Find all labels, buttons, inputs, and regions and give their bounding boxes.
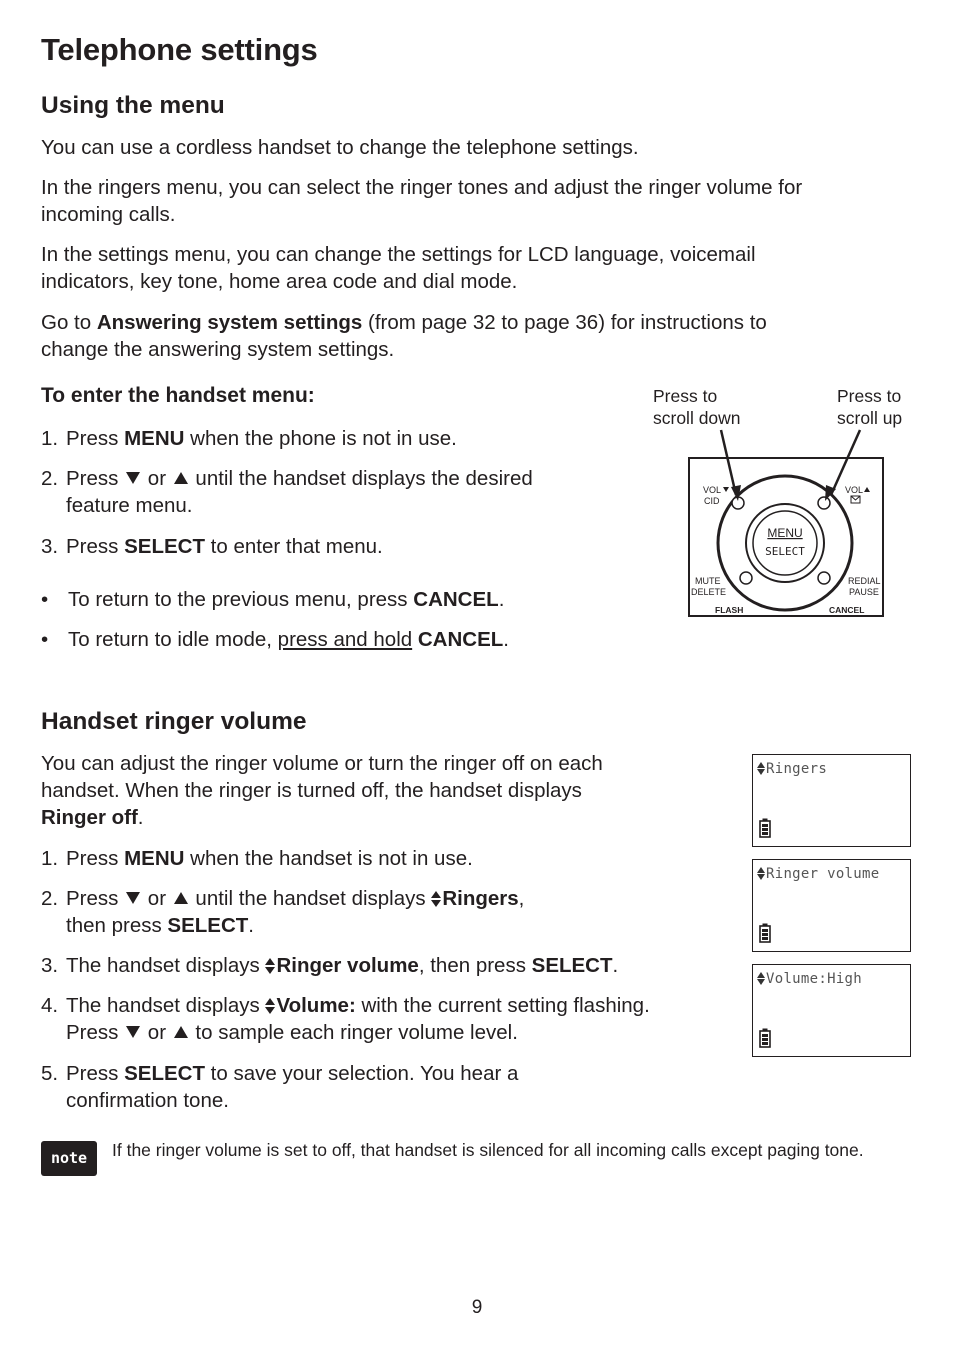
caption-scroll-up: Press to scroll up	[837, 386, 903, 428]
battery-icon	[759, 923, 771, 943]
section-heading-using-menu: Using the menu	[41, 92, 225, 119]
label-select: SELECT	[765, 545, 805, 558]
down-arrow-icon	[126, 472, 140, 484]
label-menu: MENU	[767, 526, 803, 540]
paragraph-settings-menu: In the settings menu, you can change the settings for LCD language, voicemail indicators, key tone, home area code and dial mode.	[41, 243, 756, 293]
subheading-enter-menu: To enter the handset menu:	[41, 384, 315, 407]
mute-button	[740, 572, 752, 584]
caption-scroll-down: Press to scroll down	[653, 386, 741, 428]
page-title: Telephone settings	[41, 32, 318, 67]
up-down-arrow-icon	[265, 998, 275, 1014]
up-down-arrow-icon	[757, 867, 765, 880]
down-arrow-icon	[126, 1026, 140, 1038]
vol-up-button	[818, 497, 830, 509]
paragraph-ringer-intro: You can adjust the ringer volume or turn the ringer off on each handset. When the ringer is turned off, the handset displays Ringer off.	[41, 752, 603, 829]
lcd-screen-ringers: Ringers	[752, 754, 911, 847]
center-key-inner	[753, 511, 817, 575]
label-mute: MUTE	[695, 576, 721, 586]
label-cancel: CANCEL	[829, 605, 865, 615]
lcd-screen-ringer-volume: Ringer volume	[752, 859, 911, 952]
section-heading-ringer-volume: Handset ringer volume	[41, 708, 307, 735]
up-arrow-icon	[174, 892, 188, 904]
up-arrow-icon	[174, 1026, 188, 1038]
label-vol-up: VOL	[845, 485, 864, 495]
lcd-screen-volume-high: Volume:High	[752, 964, 911, 1057]
battery-icon	[759, 1028, 771, 1048]
up-down-arrow-icon	[757, 762, 765, 775]
keypad-diagram	[685, 425, 890, 625]
redial-button	[818, 572, 830, 584]
label-flash: FLASH	[715, 605, 744, 615]
up-down-arrow-icon	[265, 958, 275, 974]
note-badge: note	[41, 1141, 97, 1176]
note-text: If the ringer volume is set to off, that handset is silenced for all incoming calls except paging tone.	[112, 1140, 864, 1160]
label-vol-down: VOL	[703, 485, 722, 495]
label-delete: DELETE	[691, 587, 727, 597]
up-down-arrow-icon	[431, 891, 441, 907]
label-cid: CID	[704, 496, 720, 506]
label-pause: PAUSE	[849, 587, 879, 597]
paragraph-answering-settings: Go to Answering system settings (from page 32 to page 36) for instructions to change the answering system settings.	[41, 311, 767, 361]
page-number: 9	[471, 1297, 483, 1318]
paragraph-intro: You can use a cordless handset to change the telephone settings.	[41, 136, 639, 159]
paragraph-ringers-menu: In the ringers menu, you can select the ringer tones and adjust the ringer volume for incoming calls.	[41, 176, 803, 226]
up-arrow-icon	[174, 472, 188, 484]
label-redial: REDIAL	[848, 576, 881, 586]
down-arrow-icon	[126, 892, 140, 904]
battery-icon	[759, 818, 771, 838]
up-down-arrow-icon	[757, 972, 765, 985]
